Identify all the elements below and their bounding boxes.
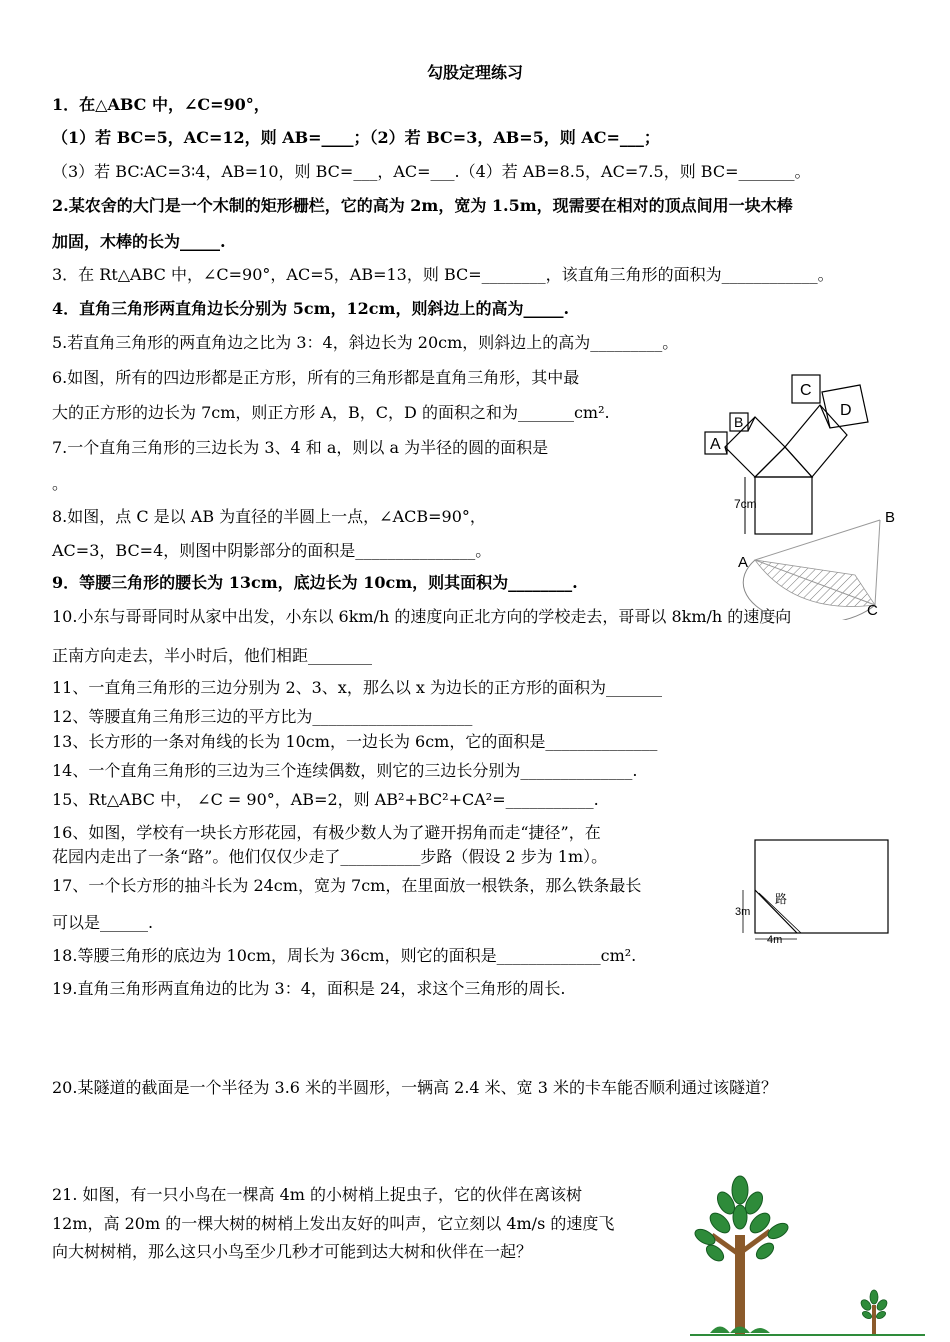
question-14: 14、一个直角三角形的三边为三个连续偶数，则它的三边长分别为______________.: [52, 761, 638, 780]
garden-figure: [735, 835, 895, 945]
question-1-parts-1-2: （1）若 BC=5，AC=12，则 AB=____；（2）若 BC=3，AB=5，则 AC=___；: [52, 128, 660, 147]
label-c: C: [800, 382, 812, 399]
question-17-line-1: 17、一个长方形的抽斗长为 24cm，宽为 7cm，在里面放一根铁条，那么铁条最长: [52, 876, 642, 895]
label-b: B: [734, 414, 744, 430]
label-c: C: [867, 602, 878, 619]
question-10-line-2: 正南方向走去，半小时后，他们相距________: [52, 646, 373, 665]
question-7-line-1: 7.一个直角三角形的三边长为 3、4 和 a，则以 a 为半径的圆的面积是: [52, 438, 549, 457]
question-7-line-2: 。: [52, 474, 69, 493]
question-2-line-1: 2.某农舍的大门是一个木制的矩形栅栏，它的高为 2m，宽为 1.5m，现需要在相对的顶点间用一块木棒: [52, 196, 793, 215]
big-tree: [692, 1176, 790, 1335]
question-10-line-1: 10.小东与哥哥同时从家中出发，小东以 6km/h 的速度向正北方向的学校走去，哥哥以 8km/h 的速度向: [52, 607, 792, 626]
question-11: 11、一直角三角形的三边分别为 2、3、x，那么以 x 为边长的正方形的面积为_______: [52, 678, 663, 697]
path-label: 路: [775, 892, 788, 906]
bottom-label: 4m: [767, 934, 783, 945]
question-17-line-2: 可以是______.: [52, 913, 154, 932]
label-b: B: [885, 509, 896, 526]
question-12: 12、等腰直角三角形三边的平方比为____________________: [52, 707, 473, 726]
question-8-line-1: 8.如图，点 C 是以 AB 为直径的半圆上一点，∠ACB=90°，: [52, 507, 486, 526]
question-21-line-3: 向大树树梢，那么这只小鸟至少几秒才可能到达大树和伙伴在一起？: [52, 1242, 533, 1261]
label-a: A: [710, 436, 721, 453]
label-d: D: [840, 402, 852, 419]
triangle-base: [755, 447, 812, 477]
question-1-parts-3-4: （3）若 BC∶AC=3∶4，AB=10，则 BC=___，AC=___.（4）若 AB=8.5，AC=7.5，则 BC=_______。: [52, 162, 811, 181]
question-3: 3．在 Rt△ABC 中，∠C=90°，AC=5，AB=13，则 BC=________，该直角三角形的面积为____________。: [52, 265, 834, 284]
question-20: 20.某隧道的截面是一个半径为 3.6 米的半圆形，一辆高 2.4 米、宽 3 米的卡车能否顺利通过该隧道？: [52, 1078, 778, 1097]
side-label: 7cm: [734, 497, 757, 511]
question-1-intro: 1．在△ABC 中，∠C=90°，: [52, 95, 270, 114]
question-16-line-1: 16、如图，学校有一块长方形花园，有极少数人为了避开拐角而走“捷径”，在: [52, 823, 601, 842]
question-13: 13、长方形的一条对角线的长为 10cm，一边长为 6cm，它的面积是______________: [52, 732, 658, 751]
question-5: 5.若直角三角形的两直角边之比为 3：4，斜边长为 20cm，则斜边上的高为_________。: [52, 333, 679, 352]
question-6-line-2: 大的正方形的边长为 7cm，则正方形 A，B，C，D 的面积之和为_______cm².: [52, 403, 610, 422]
question-21-line-1: 21. 如图，有一只小鸟在一棵高 4m 的小树梢上捉虫子，它的伙伴在离该树: [52, 1185, 583, 1204]
page-title: 勾股定理练习: [426, 63, 523, 82]
left-label: 3m: [735, 906, 751, 918]
label-a: A: [738, 554, 749, 571]
question-19: 19.直角三角形两直角边的比为 3：4，面积是 24，求这个三角形的周长.: [52, 979, 566, 998]
question-2-line-2: 加固，木棒的长为_____.: [52, 232, 226, 251]
small-tree: [859, 1290, 889, 1335]
trees-figure: [690, 1175, 930, 1340]
question-4: 4．直角三角形两直角边长分别为 5cm，12cm，则斜边上的高为_____.: [52, 299, 570, 318]
question-6-line-1: 6.如图，所有的四边形都是正方形，所有的三角形都是直角三角形，其中最: [52, 368, 580, 387]
question-8-line-2: AC=3，BC=4，则图中阴影部分的面积是_______________。: [52, 541, 492, 560]
question-9: 9．等腰三角形的腰长为 13cm，底边长为 10cm，则其面积为________.: [52, 573, 578, 592]
garden-rect: [755, 840, 888, 933]
square-right-mid: [785, 405, 847, 477]
semicircle-figure: [735, 505, 905, 620]
question-18: 18.等腰三角形的底边为 10cm，周长为 36cm，则它的面积是_____________cm².: [52, 946, 637, 965]
question-16-line-2: 花园内走出了一条“路”。他们仅仅少走了__________步路（假设 2 步为 1m）。: [52, 847, 608, 866]
question-15: 15、Rt△ABC 中， ∠C = 90°，AB=2，则 AB²+BC²+CA²=___________.: [52, 790, 599, 809]
question-21-line-2: 12m，高 20m 的一棵大树的树梢上发出友好的叫声，它立刻以 4m/s 的速度飞: [52, 1214, 615, 1233]
